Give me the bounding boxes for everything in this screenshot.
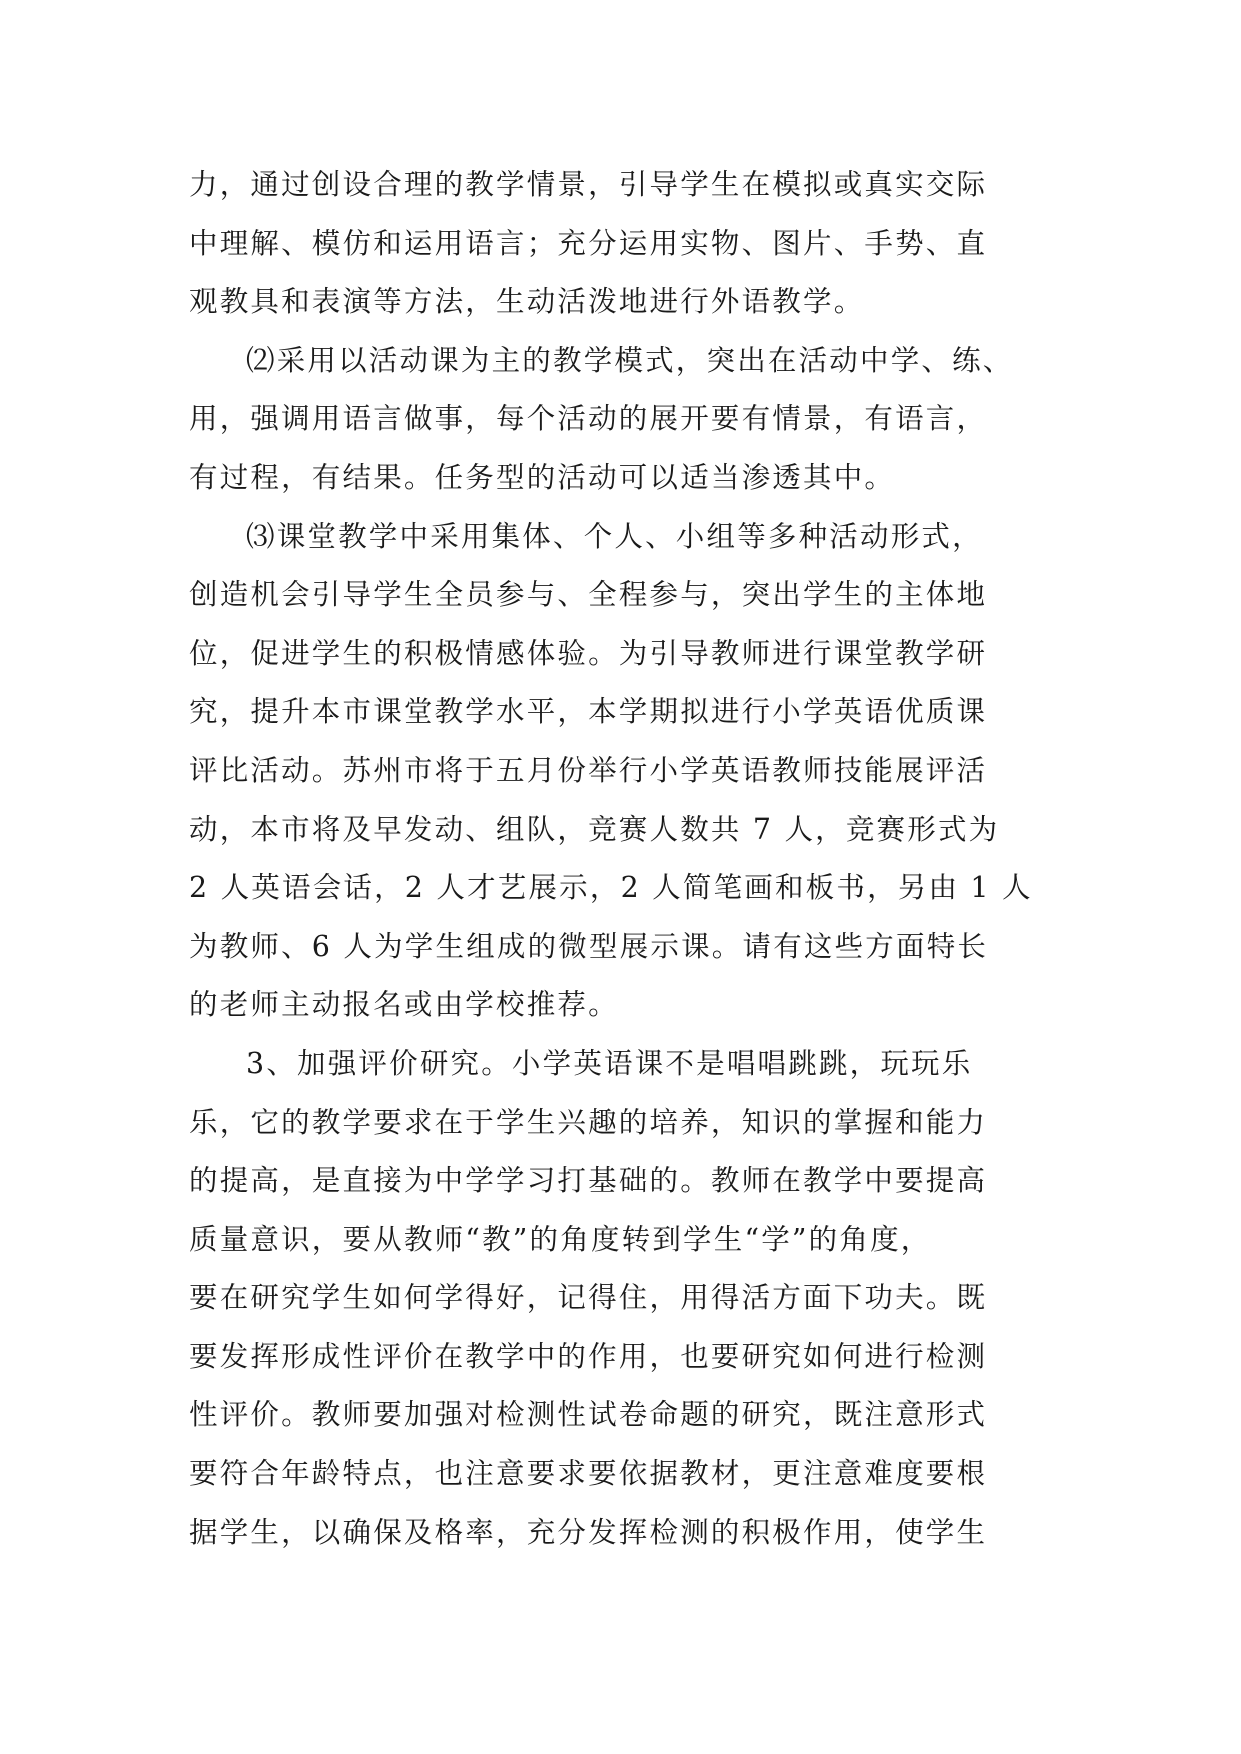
- text-line-1: 力，通过创设合理的教学情景，引导学生在模拟或真实交际: [189, 168, 988, 201]
- text-line-13: 2 人英语会话，2 人才艺展示，2 人简笔画和板书，另由 1 人: [189, 871, 1033, 905]
- text-line-7: ⑶课堂教学中采用集体、个人、小组等多种活动形式，: [246, 519, 983, 553]
- text-line-15: 的老师主动报名或由学校推荐。: [189, 988, 619, 1022]
- text-line-3: 观教具和表演等方法，生动活泼地进行外语教学。: [189, 285, 865, 319]
- text-line-8: 创造机会引导学生全员参与、全程参与，突出学生的主体地: [189, 578, 988, 612]
- text-line-9: 位，促进学生的积极情感体验。为引导教师进行课堂教学研: [189, 636, 988, 670]
- text-line-23: 要符合年龄特点，也注意要求要依据教材，更注意难度要根: [189, 1457, 988, 1491]
- text-line-14: 为教师、6 人为学生组成的微型展示课。请有这些方面特长: [189, 929, 989, 963]
- text-line-20: 要在研究学生如何学得好，记得住，用得活方面下功夫。既: [189, 1281, 988, 1315]
- text-line-2: 中理解、模仿和运用语言；充分运用实物、图片、手势、直: [189, 226, 988, 260]
- text-line-5: 用，强调用语言做事，每个活动的展开要有情景，有语言，: [189, 402, 988, 436]
- text-line-12: 动，本市将及早发动、组队，竞赛人数共 7 人，竞赛形式为: [189, 812, 1000, 846]
- text-line-19: 质量意识，要从教师“教”的角度转到学生“学”的角度，: [189, 1222, 932, 1256]
- text-line-17: 乐，它的教学要求在于学生兴趣的培养，知识的掌握和能力: [189, 1105, 988, 1139]
- text-line-21: 要发挥形成性评价在教学中的作用，也要研究如何进行检测: [189, 1339, 988, 1373]
- text-line-10: 究，提升本市课堂教学水平，本学期拟进行小学英语优质课: [189, 695, 988, 729]
- text-line-18: 的提高，是直接为中学学习打基础的。教师在教学中要提高: [189, 1164, 988, 1198]
- text-line-11: 评比活动。苏州市将于五月份举行小学英语教师技能展评活: [189, 753, 988, 787]
- document-body: [189, 156, 1051, 1562]
- text-line-4: ⑵采用以活动课为主的教学模式，突出在活动中学、练、: [246, 343, 1014, 377]
- text-line-16: 3、加强评价研究。小学英语课不是唱唱跳跳，玩玩乐: [246, 1046, 973, 1080]
- text-line-6: 有过程，有结果。任务型的活动可以适当渗透其中。: [189, 460, 896, 494]
- text-line-24: 据学生，以确保及格率，充分发挥检测的积极作用，使学生: [189, 1515, 988, 1549]
- text-line-22: 性评价。教师要加强对检测性试卷命题的研究，既注意形式: [189, 1398, 988, 1432]
